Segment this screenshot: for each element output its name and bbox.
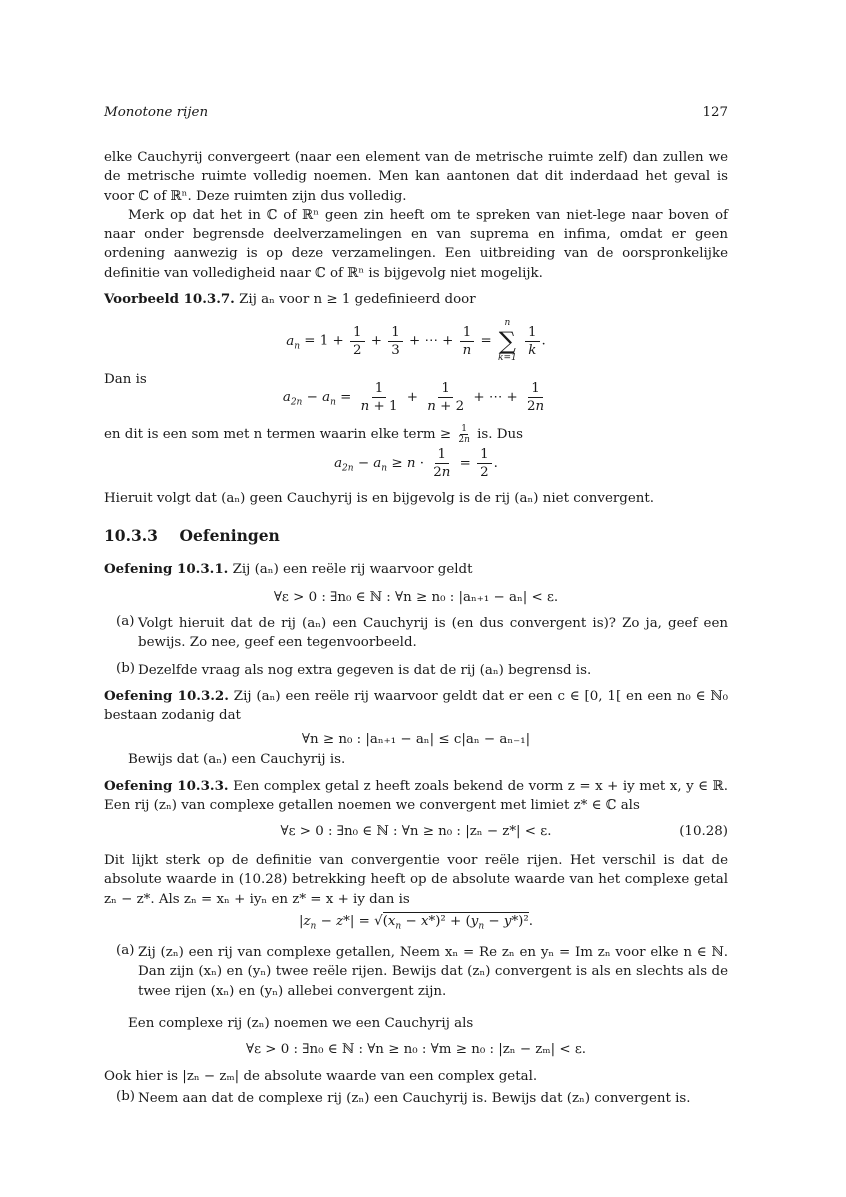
exercise-label: Oefening 10.3.3. [104, 778, 229, 794]
paragraph-complex: Dit lijkt sterk op de definitie van convergentie voor reële rijen. Het verschil is dat de absolute waarde in (10.28) betrekking heeft op de absolute waarde van het complexe getal zₙ − z*. Als zₙ = xₙ + iyₙ en z* = x + iy dan is [104, 853, 728, 907]
exercise-label: Oefening 10.3.2. [104, 688, 229, 704]
equation-number: (10.28) [679, 824, 728, 839]
exercise-part-a: (a) Volgt hieruit dat de rij (aₙ) een Cauchyrij is (en dus convergent is)? Zo ja, geef een bewijs. Zo nee, geef een tegenvoorbeeld. [116, 614, 728, 651]
paragraph-completeness [104, 148, 728, 283]
formula-cauchy: ∀ε > 0 : ∃n₀ ∈ ℕ : ∀n ≥ n₀ : ∀m ≥ n₀ : |zₙ − zₘ| < ε. [245, 1042, 587, 1057]
page-number: 127 [702, 105, 728, 120]
section-title: Oefeningen [179, 526, 280, 545]
exercise-10-3-1: Oefening 10.3.1. Zij (aₙ) een reële rij waarvoor geldt [104, 561, 473, 577]
exercise-10-3-3: Oefening 10.3.3. Een complex getal z heeft zoals bekend de vorm z = x + iy met x, y ∈ ℝ. Een rij (zₙ) van complexe getallen noemen we convergent met limiet z* ∈ ℂ als [104, 778, 728, 814]
section-number: 10.3.3 [104, 526, 158, 545]
running-header [104, 105, 728, 125]
paragraph-text: elke Cauchyrij convergeert (naar een element van de metrische ruimte zelf) dan zullen we de metrische ruimte volledig noemen. Men kan aantonen dat dit inderdaad het geval is voor ℂ of ℝⁿ. Deze ruimten zijn dus volledig. [104, 150, 728, 204]
formula-ex2: ∀n ≥ n₀ : |aₙ₊₁ − aₙ| ≤ c|aₙ − aₙ₋₁| [301, 732, 531, 747]
exercise-part-b: (b) Neem aan dat de complexe rij (zₙ) een Cauchyrij is. Bewijs dat (zₙ) convergent is. [116, 1089, 691, 1106]
exercise-part-a: (a) Zij (zₙ) een rij van complexe getallen, Neem xₙ = Re zₙ en yₙ = Im zₙ voor elke n ∈ ℕ. Dan zijn (xₙ) en (yₙ) twee reële rijen. Bewijs dat (zₙ) convergent is als en slechts als de twee rijen (xₙ) en (yₙ) allebei convergent zijn. [116, 943, 728, 999]
exercise-label: Oefening 10.3.1. [104, 561, 229, 577]
example-10-3-7 [104, 290, 728, 309]
exercise-part-b: (b) Dezelfde vraag als nog extra gegeven is dat de rij (aₙ) begrensd is. [116, 661, 592, 678]
equation-difference: $a_{2n} - a_n$ = $\frac{1}{n + 1}$ + $\frac{1}{n + 2}$ + ⋯ + $\frac{1}{2n}$ [282, 381, 545, 414]
text-term-bound: en dit is een som met n termen waarin elke term ≥ $\frac{1}{2n}$ is. Dus [104, 424, 524, 445]
equation-an-definition: $a_n = 1$ + $\frac{1}{2}$ + $\frac{1}{3}$ + ⋯ + $\frac{1}{n}$ = n ∑ k=1 $\frac{1}{k}$ . [286, 318, 546, 363]
equation-half-bound: $a_{2n} - a_n \ge n$ · $\frac{1}{2n}$ = $\frac{1}{2}$ . [334, 447, 498, 480]
remark: Ook hier is |zₙ − zₘ| de absolute waarde van een complex getal. [104, 1069, 538, 1084]
example-conclusion: Hieruit volgt dat (aₙ) geen Cauchyrij is en bijgevolg is de rij (aₙ) niet convergent. [104, 491, 655, 506]
example-intro: Zij aₙ voor n ≥ 1 gedefinieerd door [239, 292, 476, 307]
text-dan-is: Dan is [104, 372, 147, 387]
equation-modulus: $|z_n - z*| = √(x_n - x*)^2 + (y_n - y*)^2$. [298, 914, 534, 932]
running-title: Monotone rijen [104, 105, 209, 120]
example-label: Voorbeeld 10.3.7. [104, 291, 235, 307]
formula-ex1: ∀ε > 0 : ∃n₀ ∈ ℕ : ∀n ≥ n₀ : |aₙ₊₁ − aₙ| < ε. [273, 590, 559, 605]
paragraph-text: Merk op dat het in ℂ of ℝⁿ geen zin heeft om te spreken van niet-lege naar boven of naar onder begrensde deelverzamelingen en van suprema en infima, omdat er geen ordening aanwezig is op deze verzamelingen. Een uitbreiding van de oorspronkelijke definitie van volledigheid naar ℂ of ℝⁿ is bijgevolg niet mogelijk. [104, 207, 728, 281]
equation-10-28: ∀ε > 0 : ∃n₀ ∈ ℕ : ∀n ≥ n₀ : |zₙ − z*| < ε. (10.28) [104, 822, 728, 842]
exercise-10-3-2: Oefening 10.3.2. Zij (aₙ) een reële rij waarvoor geldt dat er een c ∈ [0, 1[ en een n₀ ∈ ℕ₀ bestaan zodanig dat [104, 688, 728, 724]
section-heading [104, 526, 280, 545]
cauchy-intro: Een complexe rij (zₙ) noemen we een Cauchyrij als [128, 1016, 474, 1031]
exercise-task: Bewijs dat (aₙ) een Cauchyrij is. [128, 752, 346, 767]
